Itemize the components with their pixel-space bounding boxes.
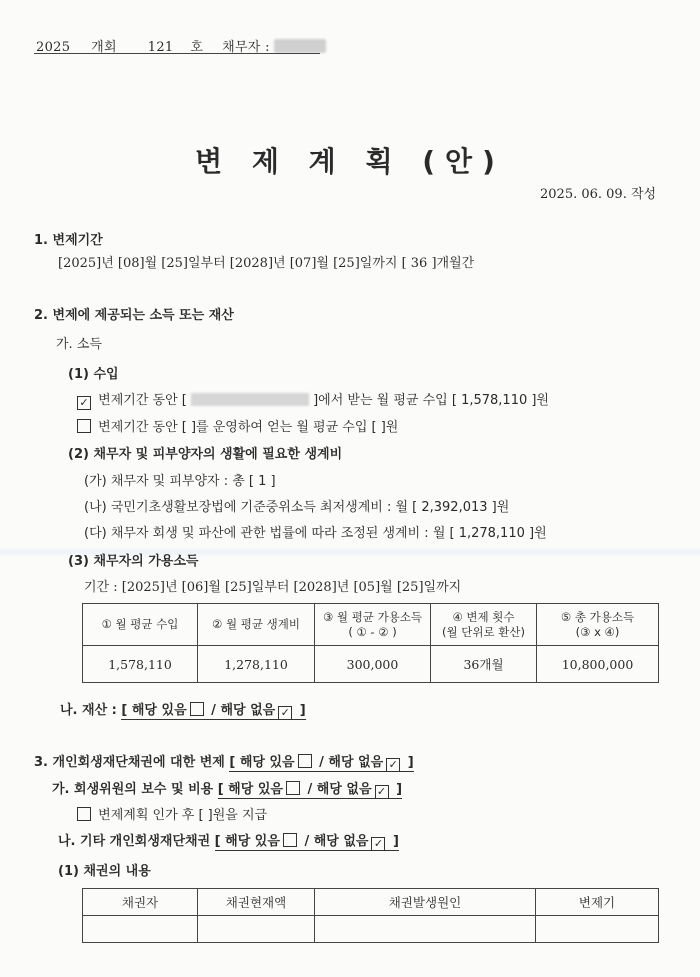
- property-line: [60, 699, 306, 720]
- cell-claim-cause[interactable]: [315, 916, 536, 943]
- col-total-available: ⑤ 총 가용소득 (③ x ④): [537, 604, 659, 646]
- col-creditor: 채권자: [83, 889, 198, 916]
- claim-content-heading: (1) 채권의 내용: [58, 864, 151, 879]
- cell-monthly-living-cost: 1,278,110: [198, 646, 315, 683]
- col-claim-cause: 채권발생원인: [315, 889, 536, 916]
- available-income-table: [82, 603, 659, 683]
- commissioner-payment-checkbox[interactable]: [77, 807, 91, 821]
- section3-heading: 3. 개인회생재단채권에 대한 변제: [34, 755, 225, 770]
- section1-heading: 1. 변제기간: [34, 233, 103, 248]
- commissioner-yes-checkbox[interactable]: [286, 781, 300, 795]
- other-claims-yes-checkbox[interactable]: [283, 833, 297, 847]
- property-no-checkbox[interactable]: ✓: [278, 706, 292, 720]
- table-row: [83, 646, 659, 683]
- section3-heading-line: [34, 751, 414, 772]
- employer-redacted: [191, 393, 309, 406]
- section2-heading: 2. 변제에 제공되는 소득 또는 재산: [34, 308, 234, 323]
- cell-monthly-available: 300,000: [315, 646, 431, 683]
- table-header-row: [83, 604, 659, 646]
- commissioner-fee-label: 가. 회생위원의 보수 및 비용: [52, 782, 214, 797]
- other-claims-options: [ 해당 있음 / 해당 없음 ✓ ]: [214, 834, 399, 850]
- claim-header-row: [83, 889, 659, 916]
- section3-no-checkbox[interactable]: ✓: [386, 758, 400, 772]
- commissioner-fee-line: [52, 778, 402, 799]
- col-monthly-living-cost: ② 월 평균 생계비: [198, 604, 315, 646]
- col-current-amount: 채권현재액: [198, 889, 315, 916]
- cell-creditor[interactable]: [83, 916, 198, 943]
- table-row: [83, 916, 659, 943]
- income-heading: (1) 수입: [68, 367, 119, 382]
- commissioner-no-checkbox[interactable]: ✓: [375, 785, 389, 799]
- section2-ga: 가. 소득: [56, 337, 102, 352]
- property-label: 나. 재산 :: [60, 703, 117, 718]
- repayment-period: [2025]년 [08]월 [25]일부터 [2028]년 [07]월 [25]일까지 [ 36 ]개월간: [58, 256, 475, 271]
- other-claims-line: [58, 830, 399, 851]
- income-business-text: 변제기간 동안 [ ]를 운영하여 얻는 월 평균 수입 [ ]원: [98, 420, 399, 435]
- document-date: 2025. 06. 09. 작성: [540, 187, 657, 202]
- debtor-name-redacted: [274, 39, 326, 53]
- other-claims-no-checkbox[interactable]: ✓: [371, 837, 385, 851]
- header-underline: [34, 53, 320, 54]
- cell-monthly-income: 1,578,110: [83, 646, 198, 683]
- section3-yes-checkbox[interactable]: [298, 754, 312, 768]
- header-ho-label: 호: [190, 40, 204, 55]
- document-title: 변 제 계 획 (안): [195, 145, 505, 178]
- income-business-checkbox[interactable]: [77, 419, 91, 433]
- col-repayment-count: ④ 변제 횟수 (월 단위로 환산): [431, 604, 537, 646]
- property-yes-checkbox[interactable]: [190, 702, 204, 716]
- commissioner-fee-options: [ 해당 있음 / 해당 없음 ✓ ]: [217, 782, 403, 798]
- col-repayment-date: 변제기: [536, 889, 659, 916]
- cell-repayment-count: 36개월: [431, 646, 537, 683]
- living-cost-c: (다) 채무자 회생 및 파산에 관한 법률에 따라 조정된 생계비 : 월 [ 1,278,110 ]원: [84, 526, 547, 541]
- header-year: 2025: [36, 40, 71, 55]
- living-cost-b: (나) 국민기초생활보장법에 기준중위소득 최저생계비 : 월 [ 2,392,013 ]원: [84, 500, 510, 515]
- cell-repayment-date[interactable]: [536, 916, 659, 943]
- col-monthly-available: ③ 월 평균 가용소득 ( ① - ② ): [315, 604, 431, 646]
- header-case-number: 121: [147, 40, 174, 55]
- income-salary-prefix: 변제기간 동안 [: [98, 393, 187, 408]
- commissioner-fee-sub: [74, 804, 267, 823]
- living-cost-a: (가) 채무자 및 피부양자 : 총 [ 1 ]: [84, 474, 276, 489]
- income-salary-checkbox[interactable]: ✓: [77, 396, 91, 410]
- other-claims-label: 나. 기타 개인회생재단채권: [58, 834, 211, 849]
- available-income-heading: (3) 채무자의 가용소득: [68, 554, 199, 569]
- income-salary-suffix: ]에서 받는 월 평균 수입 [ 1,578,110 ]원: [313, 393, 549, 408]
- cell-current-amount[interactable]: [198, 916, 315, 943]
- commissioner-payment-text: 변제계획 인가 후 [ ]원을 지급: [98, 808, 268, 823]
- property-options: [ 해당 있음 / 해당 없음 ✓ ]: [121, 703, 306, 719]
- available-income-period: 기간 : [2025]년 [06]월 [25]일부터 [2028]년 [05]월 [25]일까지: [84, 580, 462, 595]
- cell-total-available: 10,800,000: [537, 646, 659, 683]
- income-line-business: [74, 416, 398, 435]
- claim-table: [82, 888, 659, 943]
- living-cost-heading: (2) 채무자 및 피부양자의 생활에 필요한 생계비: [68, 447, 343, 462]
- header-debtor-label: 채무자 :: [222, 40, 270, 55]
- header-gae-label: 개회: [91, 40, 117, 55]
- income-line-salary: [74, 389, 549, 410]
- col-monthly-income: ① 월 평균 수입: [83, 604, 198, 646]
- section3-options: [ 해당 있음 / 해당 없음 ✓ ]: [229, 755, 414, 771]
